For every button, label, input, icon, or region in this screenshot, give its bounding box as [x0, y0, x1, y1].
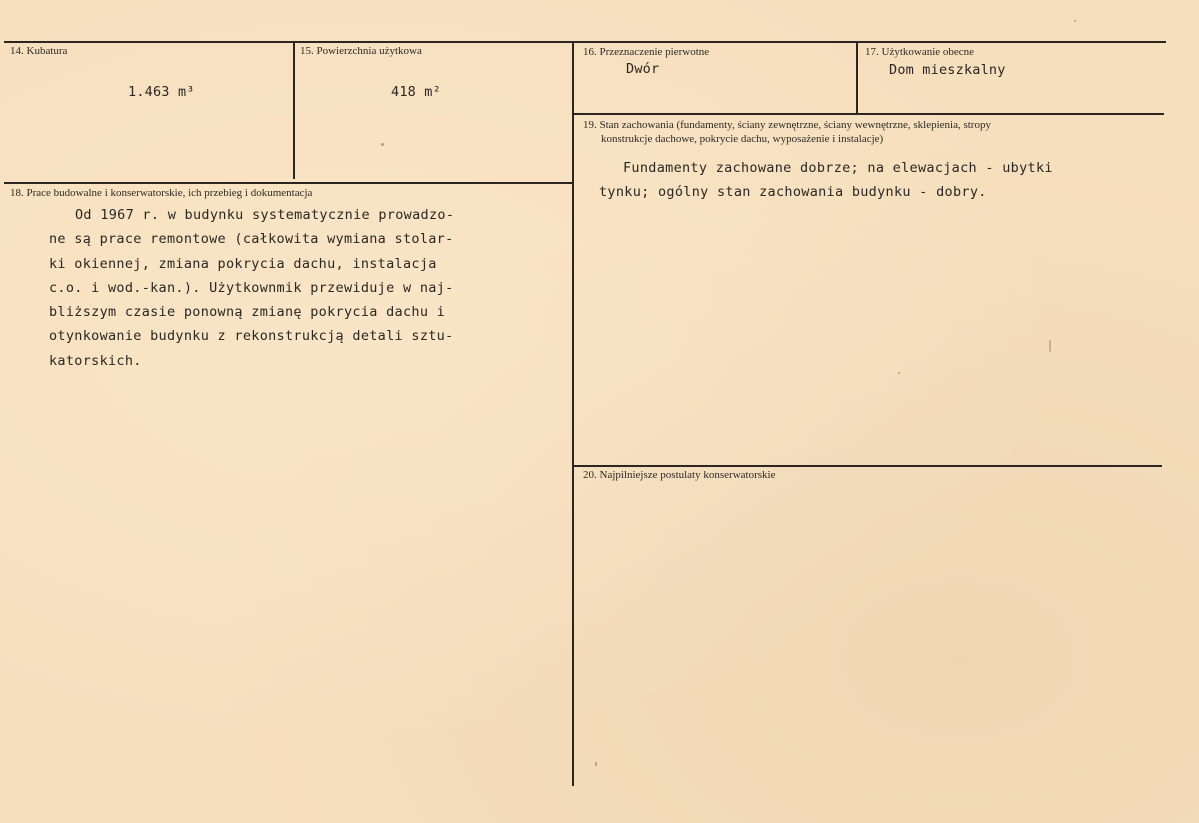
uzytkowanie-value: Dom mieszkalny [889, 62, 1006, 78]
paper-speck [1049, 340, 1051, 352]
prace-text-line: ki okiennej, zmiana pokrycia dachu, instalacja [49, 255, 437, 272]
prace-text-line: otynkowanie budynku z rekonstrukcją detali sztu- [49, 328, 454, 345]
stan-zachowania-label-1: 19. Stan zachowania (fundamenty, ściany zewnętrzne, ściany wewnętrzne, sklepienia, stropy [583, 119, 991, 131]
przeznaczenie-value: Dwór [626, 61, 660, 77]
uzytkowanie-label: 17. Użytkowanie obecne [865, 46, 975, 58]
center-vertical-rule [572, 43, 574, 786]
divider-16-17 [856, 43, 858, 113]
paper-speck [595, 762, 597, 766]
prace-text [49, 203, 454, 373]
prace-text-line: Od 1967 r. w budynku systematycznie prowadzo- [75, 207, 455, 223]
przeznaczenie-label: 16. Przeznaczenie pierwotne [583, 46, 710, 58]
postulaty-label: 20. Najpilniejsze postulaty konserwatorskie [583, 469, 776, 481]
prace-text-line: c.o. i wod.-kan.). Użytkownmik przewiduje w naj- [49, 279, 454, 296]
rule-under-16-17 [574, 113, 1164, 115]
paper-speck [381, 143, 384, 146]
stan-zachowania-line: Fundamenty zachowane dobrze; na elewacjach - ubytki [623, 160, 1053, 176]
paper-speck [898, 372, 900, 374]
paper-speck [1074, 20, 1076, 22]
powierzchnia-label: 15. Powierzchnia użytkowa [300, 45, 422, 57]
prace-label: 18. Prace budowalne i konserwatorskie, ich przebieg i dokumentacja [10, 187, 313, 199]
kubatura-value: 1.463 m³ [128, 84, 195, 100]
stan-zachowania-text [599, 156, 1053, 205]
prace-text-line: bliższym czasie ponowną zmianę pokrycia dachu i [49, 304, 446, 321]
left-mid-rule [4, 182, 572, 184]
top-rule [4, 41, 1166, 43]
powierzchnia-value: 418 m² [391, 84, 441, 100]
kubatura-label: 14. Kubatura [10, 45, 68, 57]
stan-zachowania-label-2: konstrukcje dachowe, pokrycie dachu, wyposażenie i instalacje) [601, 133, 884, 145]
divider-14-15 [293, 43, 295, 179]
stan-zachowania-line: tynku; ogólny stan zachowania budynku - dobry. [599, 184, 987, 201]
prace-text-line: ne są prace remontowe (całkowita wymiana stolar- [49, 231, 454, 248]
prace-text-line: katorskich. [49, 352, 142, 369]
rule-above-20 [574, 465, 1162, 467]
